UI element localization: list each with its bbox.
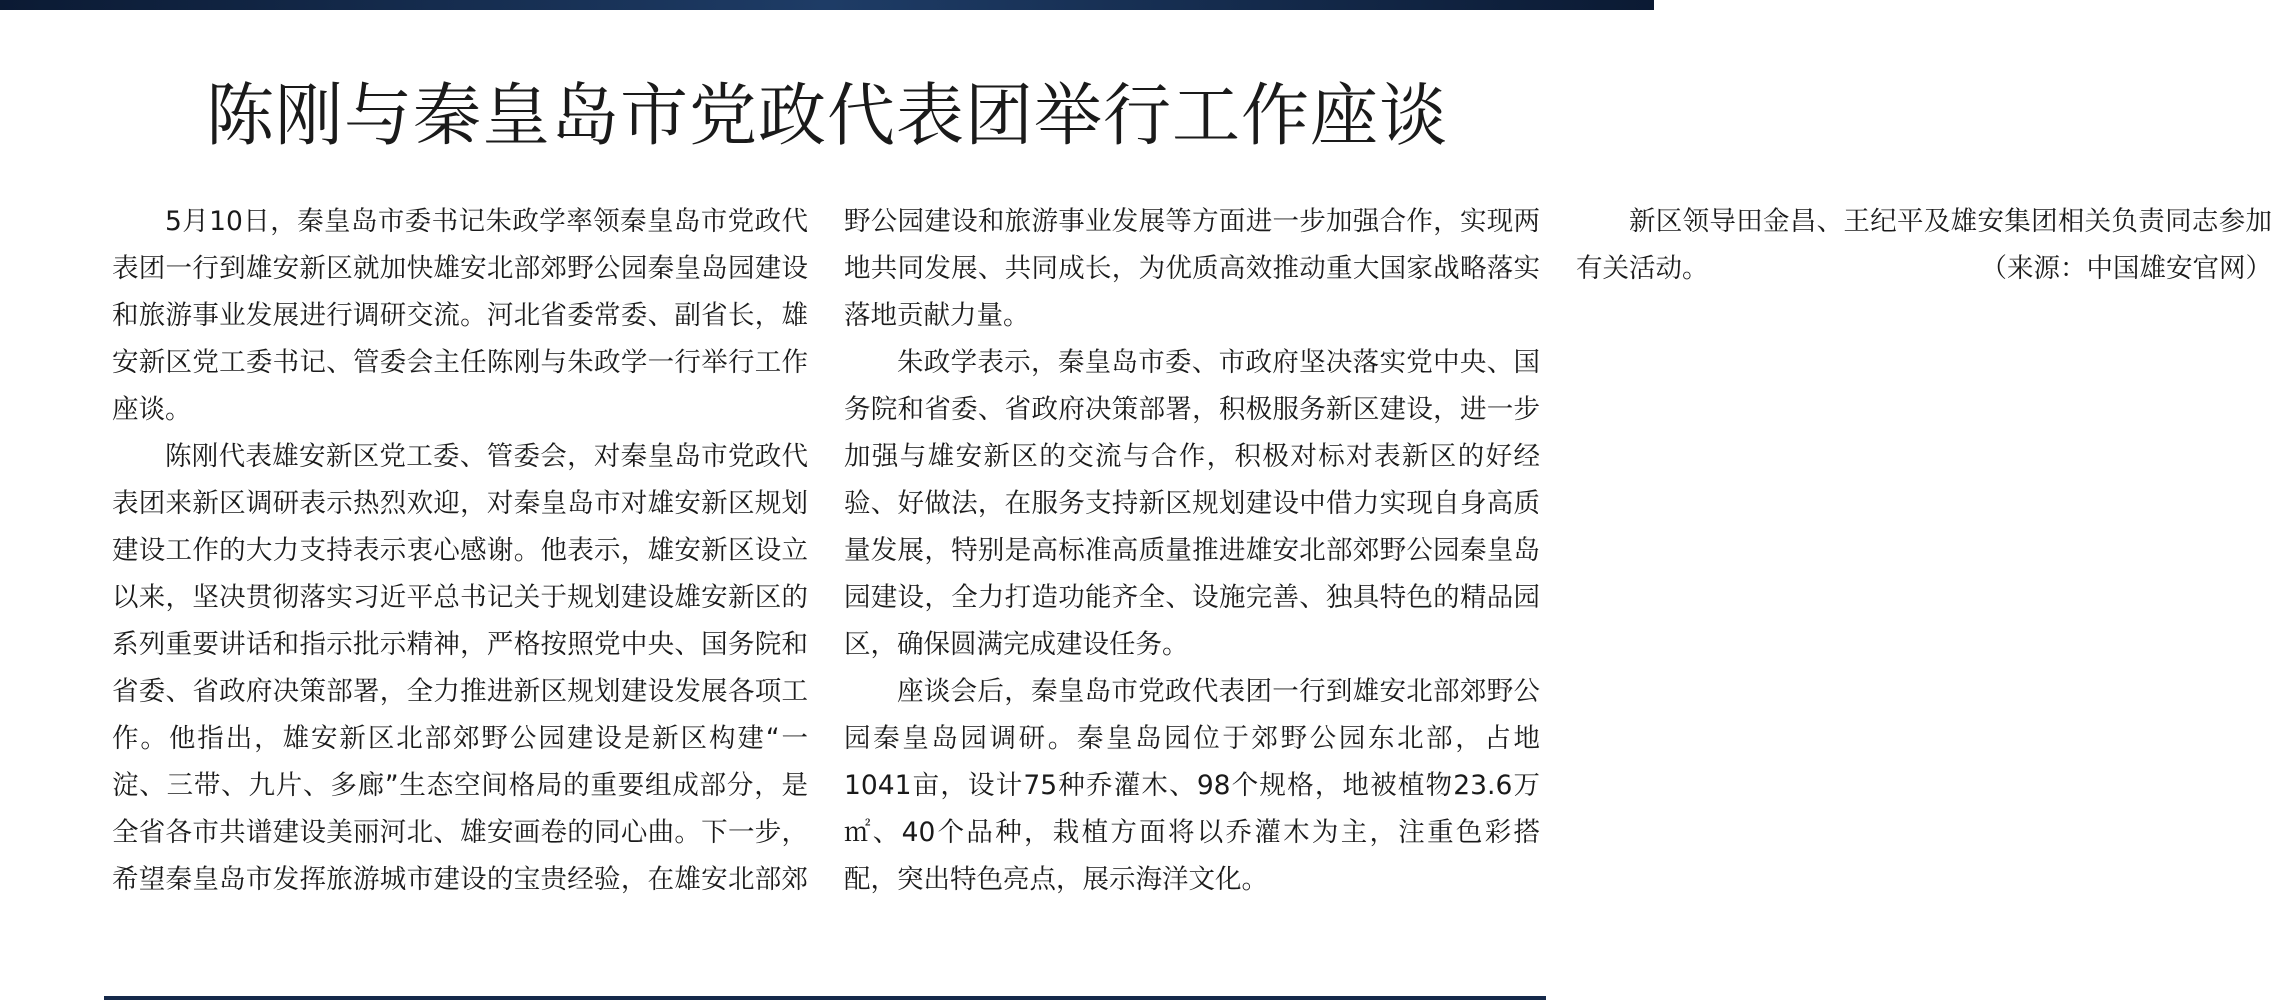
top-decorative-bar	[0, 0, 1654, 10]
paragraph-1: 5月10日，秦皇岛市委书记朱政学率领秦皇岛市党政代表团一行到雄安新区就加快雄安北部郊野公园秦皇岛园建设和旅游事业发展进行调研交流。河北省委常委、副省长，雄安新区党工委书记、管委会主任陈刚与朱政学一行举行工作座谈。	[112, 206, 808, 425]
paragraph-4: 座谈会后，秦皇岛市党政代表团一行到雄安北部郊野公园秦皇岛园调研。秦皇岛园位于郊野公园东北部，占地1041亩，设计75种乔灌木、98个规格，地被植物23.6万㎡、40个品种，栽植方面将以乔灌木为主，注重色彩搭配，突出特色亮点，展示海洋文化。	[844, 676, 1540, 895]
source-credit: （来源：中国雄安官网）	[1980, 253, 2272, 284]
bottom-divider	[104, 996, 1546, 1000]
article-title: 陈刚与秦皇岛市党政代表团举行工作座谈	[205, 77, 1448, 156]
article-body	[112, 198, 2272, 928]
paragraph-3: 朱政学表示，秦皇岛市委、市政府坚决落实党中央、国务院和省委、省政府决策部署，积极服务新区建设，进一步加强与雄安新区的交流与合作，积极对标对表新区的好经验、好做法，在服务支持新区规划建设中借力实现自身高质量发展，特别是高标准高质量推进雄安北部郊野公园秦皇岛园建设，全力打造功能齐全、设施完善、独具特色的精品园区，确保圆满完成建设任务。	[844, 347, 1540, 660]
paragraph-5	[1576, 198, 2272, 292]
paragraph-2: 陈刚代表雄安新区党工委、管委会，对秦皇岛市党政代表团来新区调研表示热烈欢迎，对秦皇岛市对雄安新区规划建设工作的大力支持表示衷心感谢。他表示，雄安新区设立以来，坚决贯彻落实习近平总书记关于规划建设雄安新区的系列重要讲话和指示批示精神，严格按照党中央、国务院和省委、省政府决策部署，全力推进新区规划建设发展各项工作。他指出，雄安新区北部郊野公园建设是新区构建“一淀、三带、九片、多廊”生态空间格局的重要组成部分，是全省各市共谱建设美丽河北、雄安画卷的同心曲。下一步，希望秦皇岛市发挥旅游城市建设的宝贵经验，在雄安北部郊野公园建设和旅游事业发展等方面进一步加强合作，实现两地共同发展、共同成长，为优质高效推动重大国家战略落实落地贡献力量。	[112, 206, 1540, 895]
paragraph-5-text: 新区领导田金昌、王纪平及雄安集团相关负责同志参加有关活动。	[1576, 206, 2272, 284]
